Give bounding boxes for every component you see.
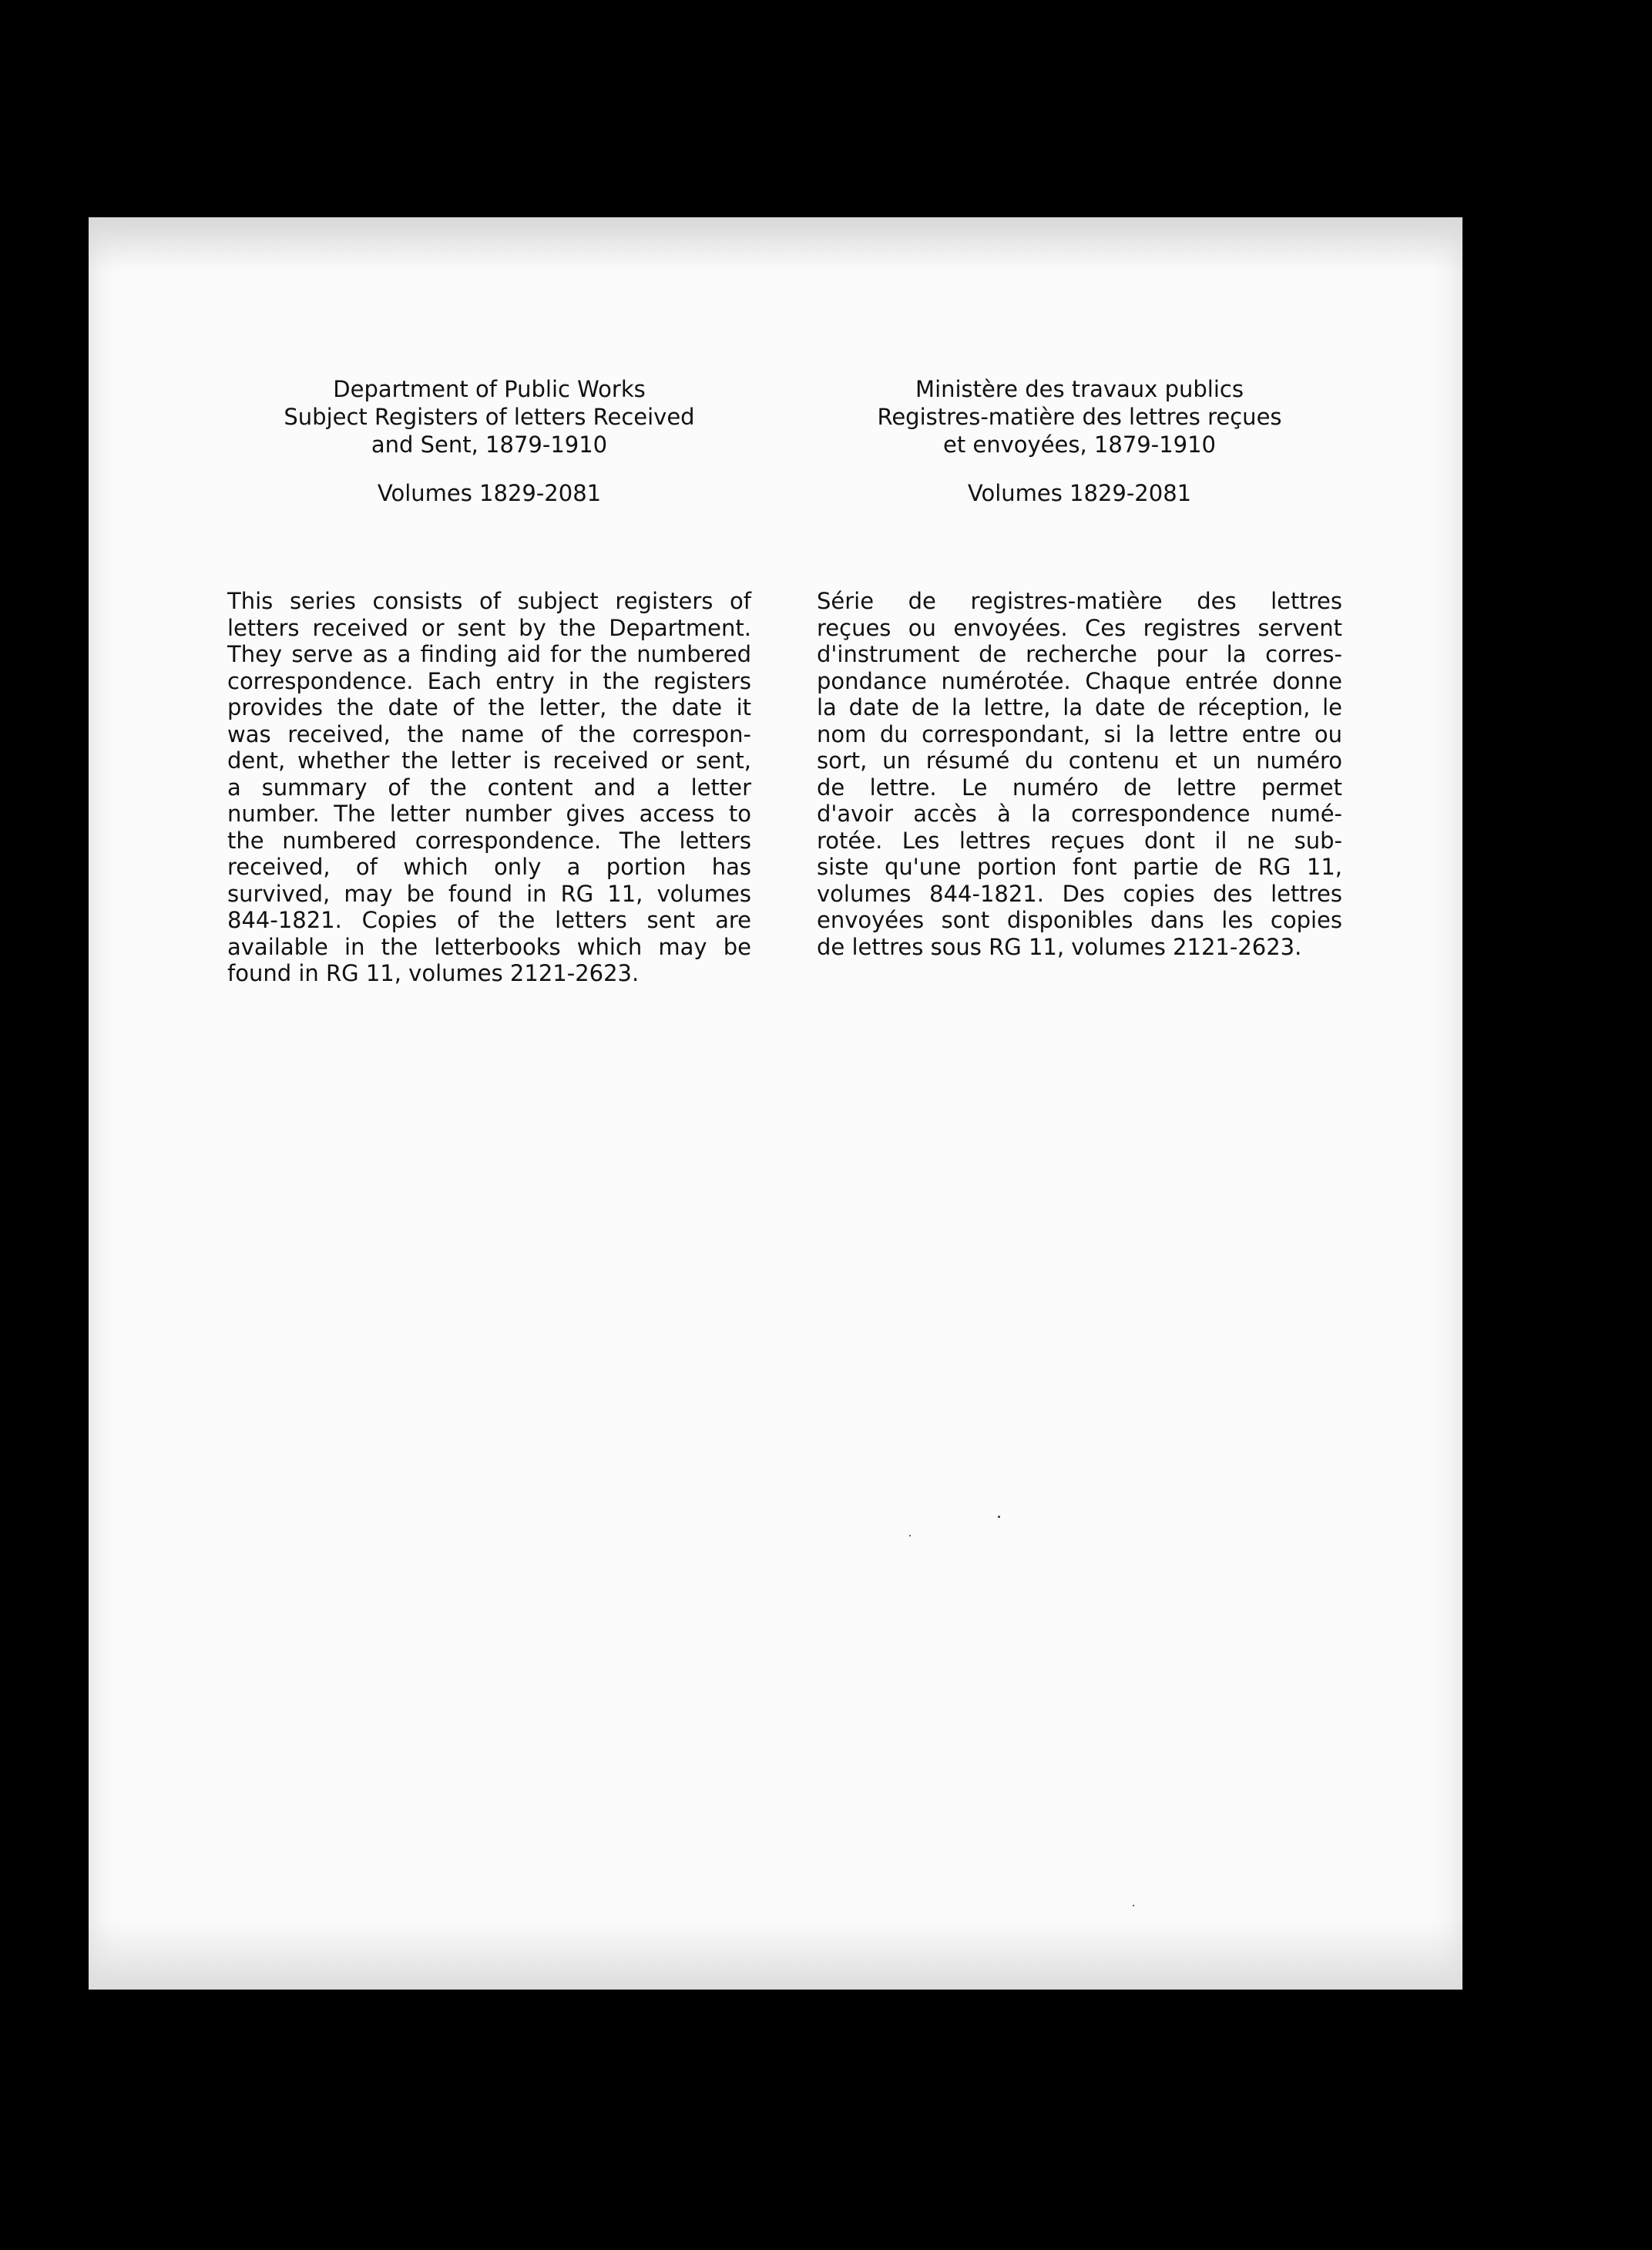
english-body-line: provides the date of the letter, the date it — [227, 694, 751, 720]
english-body-line: received, of which only a portion has — [227, 854, 751, 880]
french-heading-line: Ministère des travaux publics — [915, 376, 1244, 402]
english-body-line: They serve as a finding aid for the numbered — [227, 641, 751, 667]
english-body — [227, 588, 751, 987]
english-heading — [227, 375, 751, 458]
english-heading-line: Department of Public Works — [333, 376, 646, 402]
french-body-line: de lettres sous RG 11, volumes 2121-2623. — [817, 933, 1302, 960]
french-body-line: rotée. Les lettres reçues dont il ne sub- — [817, 827, 1342, 854]
french-body-line: pondance numérotée. Chaque entrée donne — [817, 667, 1342, 694]
english-body-line: number. The letter number gives access to — [227, 801, 751, 827]
scan-speck — [998, 1516, 1000, 1518]
french-body-line: envoyées sont disponibles dans les copies — [817, 907, 1342, 933]
french-body-line: sort, un résumé du contenu et un numéro — [817, 747, 1342, 774]
french-body-line: Série de registres-matière des lettres — [817, 588, 1342, 614]
french-body-line: d'avoir accès à la correspondence numé- — [817, 801, 1342, 827]
french-body-line: nom du correspondant, si la lettre entre ou — [817, 720, 1342, 747]
french-heading-line: et envoyées, 1879-1910 — [942, 432, 1217, 458]
english-body-line: 844-1821. Copies of the letters sent are — [227, 907, 751, 933]
english-heading-line: and Sent, 1879-1910 — [371, 432, 608, 458]
french-body-line: siste qu'une portion font partie de RG 11, — [817, 854, 1342, 880]
french-column — [817, 375, 1342, 960]
french-volumes: Volumes 1829-2081 — [967, 480, 1192, 506]
french-body-line: de lettre. Le numéro de lettre permet — [817, 774, 1342, 801]
french-body — [817, 588, 1342, 960]
scan-speck — [909, 1535, 911, 1536]
scan-speck — [1133, 1905, 1134, 1906]
english-body-line: dent, whether the letter is received or sent, — [227, 747, 751, 774]
french-body-line: volumes 844-1821. Des copies des lettres — [817, 880, 1342, 907]
english-heading-line: Subject Registers of letters Received — [284, 404, 695, 430]
english-body-line: was received, the name of the correspon- — [227, 720, 751, 747]
english-body-line: This series consists of subject registers of — [227, 588, 751, 614]
french-body-line: la date de la lettre, la date de réception, le — [817, 694, 1342, 720]
french-body-line: d'instrument de recherche pour la corres- — [817, 641, 1342, 667]
english-body-line: correspondence. Each entry in the registers — [227, 667, 751, 694]
english-body-line: survived, may be found in RG 11, volumes — [227, 880, 751, 907]
english-volumes: Volumes 1829-2081 — [377, 480, 602, 506]
french-heading — [817, 375, 1342, 458]
english-body-line: the numbered correspondence. The letters — [227, 827, 751, 854]
english-column — [227, 375, 751, 987]
document-page — [89, 217, 1462, 1990]
english-body-line: a summary of the content and a letter — [227, 774, 751, 801]
english-body-line: available in the letterbooks which may be — [227, 933, 751, 960]
english-body-line: found in RG 11, volumes 2121-2623. — [227, 960, 640, 986]
french-heading-line: Registres-matière des lettres reçues — [877, 404, 1282, 430]
english-body-line: letters received or sent by the Department. — [227, 614, 751, 641]
french-body-line: reçues ou envoyées. Ces registres servent — [817, 614, 1342, 641]
